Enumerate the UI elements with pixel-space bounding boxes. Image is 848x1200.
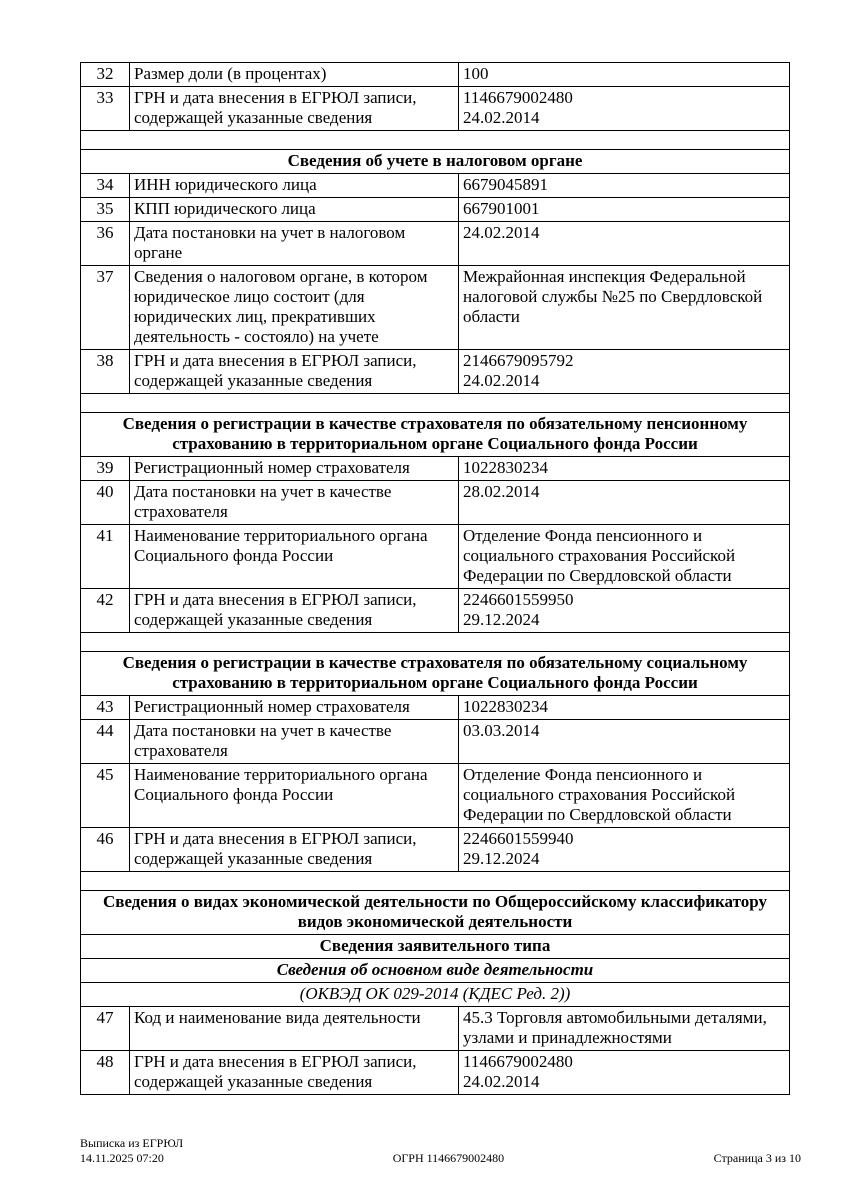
section-header: Сведения об основном виде деятельности [81,959,790,983]
attribute-value-line: 24.02.2014 [463,223,540,242]
spacer-cell [81,394,790,413]
attribute-name: ИНН юридического лица [130,174,459,198]
attribute-value-line: 45.3 Торговля автомобильными деталями, узлами и принадлежностями [463,1008,767,1047]
table-row [81,87,790,131]
section-header: Сведения заявительного типа [81,935,790,959]
attribute-name: Наименование территориального органа Социального фонда России [130,525,459,589]
attribute-value [459,828,790,872]
table-row [81,525,790,589]
attribute-value-line: 29.12.2024 [463,610,540,629]
attribute-value [459,350,790,394]
attribute-value [459,457,790,481]
row-number: 37 [81,266,130,350]
row-number: 46 [81,828,130,872]
attribute-value-line: Отделение Фонда пенсионного и социального страхования Российской Федерации по Свердловской области [463,765,736,824]
attribute-value [459,1007,790,1051]
attribute-value-line: 100 [463,64,489,83]
egrul-extract-table [80,62,790,1095]
attribute-name: Регистрационный номер страхователя [130,457,459,481]
attribute-value-line: 03.03.2014 [463,721,540,740]
row-number: 32 [81,63,130,87]
attribute-value-line: Отделение Фонда пенсионного и социального страхования Российской Федерации по Свердловской области [463,526,736,585]
attribute-value-line: 667901001 [463,199,540,218]
attribute-value-line: 2246601559940 [463,829,574,848]
attribute-value [459,198,790,222]
table-row [81,696,790,720]
section-header-row [81,959,790,983]
table-row [81,198,790,222]
table-row [81,266,790,350]
spacer-row [81,131,790,150]
attribute-value-line: Межрайонная инспекция Федеральной налоговой службы №25 по Свердловской области [463,267,763,326]
attribute-value [459,525,790,589]
row-number: 48 [81,1051,130,1095]
attribute-name: Дата постановки на учет в налоговом органе [130,222,459,266]
attribute-value [459,63,790,87]
attribute-value [459,1051,790,1095]
attribute-value-line: 1146679002480 [463,1052,573,1071]
section-header-row [81,935,790,959]
page-footer [80,1136,801,1166]
attribute-value-line: 29.12.2024 [463,849,540,868]
row-number: 41 [81,525,130,589]
table-row [81,1007,790,1051]
egrul-extract-table-container [80,62,789,1095]
spacer-cell [81,633,790,652]
attribute-value-line: 2246601559950 [463,590,574,609]
footer-timestamp: 14.11.2025 07:20 [80,1151,164,1165]
attribute-value [459,222,790,266]
table-row [81,174,790,198]
section-header: Сведения об учете в налоговом органе [81,150,790,174]
attribute-value-line: 24.02.2014 [463,371,540,390]
attribute-value [459,720,790,764]
table-row [81,350,790,394]
spacer-cell [81,872,790,891]
section-header-row [81,413,790,457]
spacer-cell [81,131,790,150]
row-number: 38 [81,350,130,394]
attribute-value-line: 28.02.2014 [463,482,540,501]
attribute-name: ГРН и дата внесения в ЕГРЮЛ записи, содержащей указанные сведения [130,589,459,633]
spacer-row [81,872,790,891]
attribute-name: ГРН и дата внесения в ЕГРЮЛ записи, содержащей указанные сведения [130,828,459,872]
table-row [81,1051,790,1095]
row-number: 43 [81,696,130,720]
spacer-row [81,394,790,413]
attribute-name: ГРН и дата внесения в ЕГРЮЛ записи, содержащей указанные сведения [130,87,459,131]
attribute-value [459,764,790,828]
attribute-name: КПП юридического лица [130,198,459,222]
section-header: Сведения о регистрации в качестве страхователя по обязательному социальному страхованию в территориальном органе Социального фонда России [81,652,790,696]
attribute-name: Сведения о налоговом органе, в котором юридическое лицо состоит (для юридических лиц, прекративших деятельность - состояло) на учете [130,266,459,350]
attribute-value-line: 24.02.2014 [463,1072,540,1091]
attribute-name: ГРН и дата внесения в ЕГРЮЛ записи, содержащей указанные сведения [130,1051,459,1095]
footer-document-title: Выписка из ЕГРЮЛ [80,1136,184,1150]
attribute-value [459,266,790,350]
section-header: Сведения о регистрации в качестве страхователя по обязательному пенсионному страхованию в территориальном органе Социального фонда России [81,413,790,457]
attribute-name: Размер доли (в процентах) [130,63,459,87]
attribute-value [459,696,790,720]
attribute-name: Дата постановки на учет в качестве страхователя [130,481,459,525]
table-row [81,720,790,764]
table-row [81,222,790,266]
row-number: 33 [81,87,130,131]
row-number: 45 [81,764,130,828]
spacer-row [81,633,790,652]
attribute-value-line: 6679045891 [463,175,548,194]
section-header-row [81,983,790,1007]
table-row [81,457,790,481]
footer-page-number: Страница 3 из 10 [713,1151,801,1165]
section-header: (ОКВЭД ОК 029-2014 (КДЕС Ред. 2)) [81,983,790,1007]
footer-ogrn: ОГРН 1146679002480 [392,1151,505,1165]
table-row [81,481,790,525]
row-number: 39 [81,457,130,481]
row-number: 35 [81,198,130,222]
row-number: 36 [81,222,130,266]
attribute-value [459,589,790,633]
attribute-value-line: 1022830234 [463,458,548,477]
row-number: 42 [81,589,130,633]
attribute-value-line: 1146679002480 [463,88,573,107]
attribute-name: Регистрационный номер страхователя [130,696,459,720]
attribute-value-line: 24.02.2014 [463,108,540,127]
attribute-name: Дата постановки на учет в качестве страхователя [130,720,459,764]
attribute-value [459,174,790,198]
attribute-value [459,481,790,525]
row-number: 47 [81,1007,130,1051]
section-header-row [81,150,790,174]
footer-document-info [80,1136,183,1166]
attribute-value-line: 1022830234 [463,697,548,716]
table-row [81,589,790,633]
attribute-value-line: 2146679095792 [463,351,574,370]
row-number: 40 [81,481,130,525]
attribute-value [459,87,790,131]
row-number: 44 [81,720,130,764]
table-row [81,63,790,87]
section-header-row [81,891,790,935]
attribute-name: ГРН и дата внесения в ЕГРЮЛ записи, содержащей указанные сведения [130,350,459,394]
row-number: 34 [81,174,130,198]
section-header-row [81,652,790,696]
attribute-name: Наименование территориального органа Социального фонда России [130,764,459,828]
section-header: Сведения о видах экономической деятельности по Общероссийскому классификатору видов экономической деятельности [81,891,790,935]
table-row [81,828,790,872]
table-row [81,764,790,828]
attribute-name: Код и наименование вида деятельности [130,1007,459,1051]
